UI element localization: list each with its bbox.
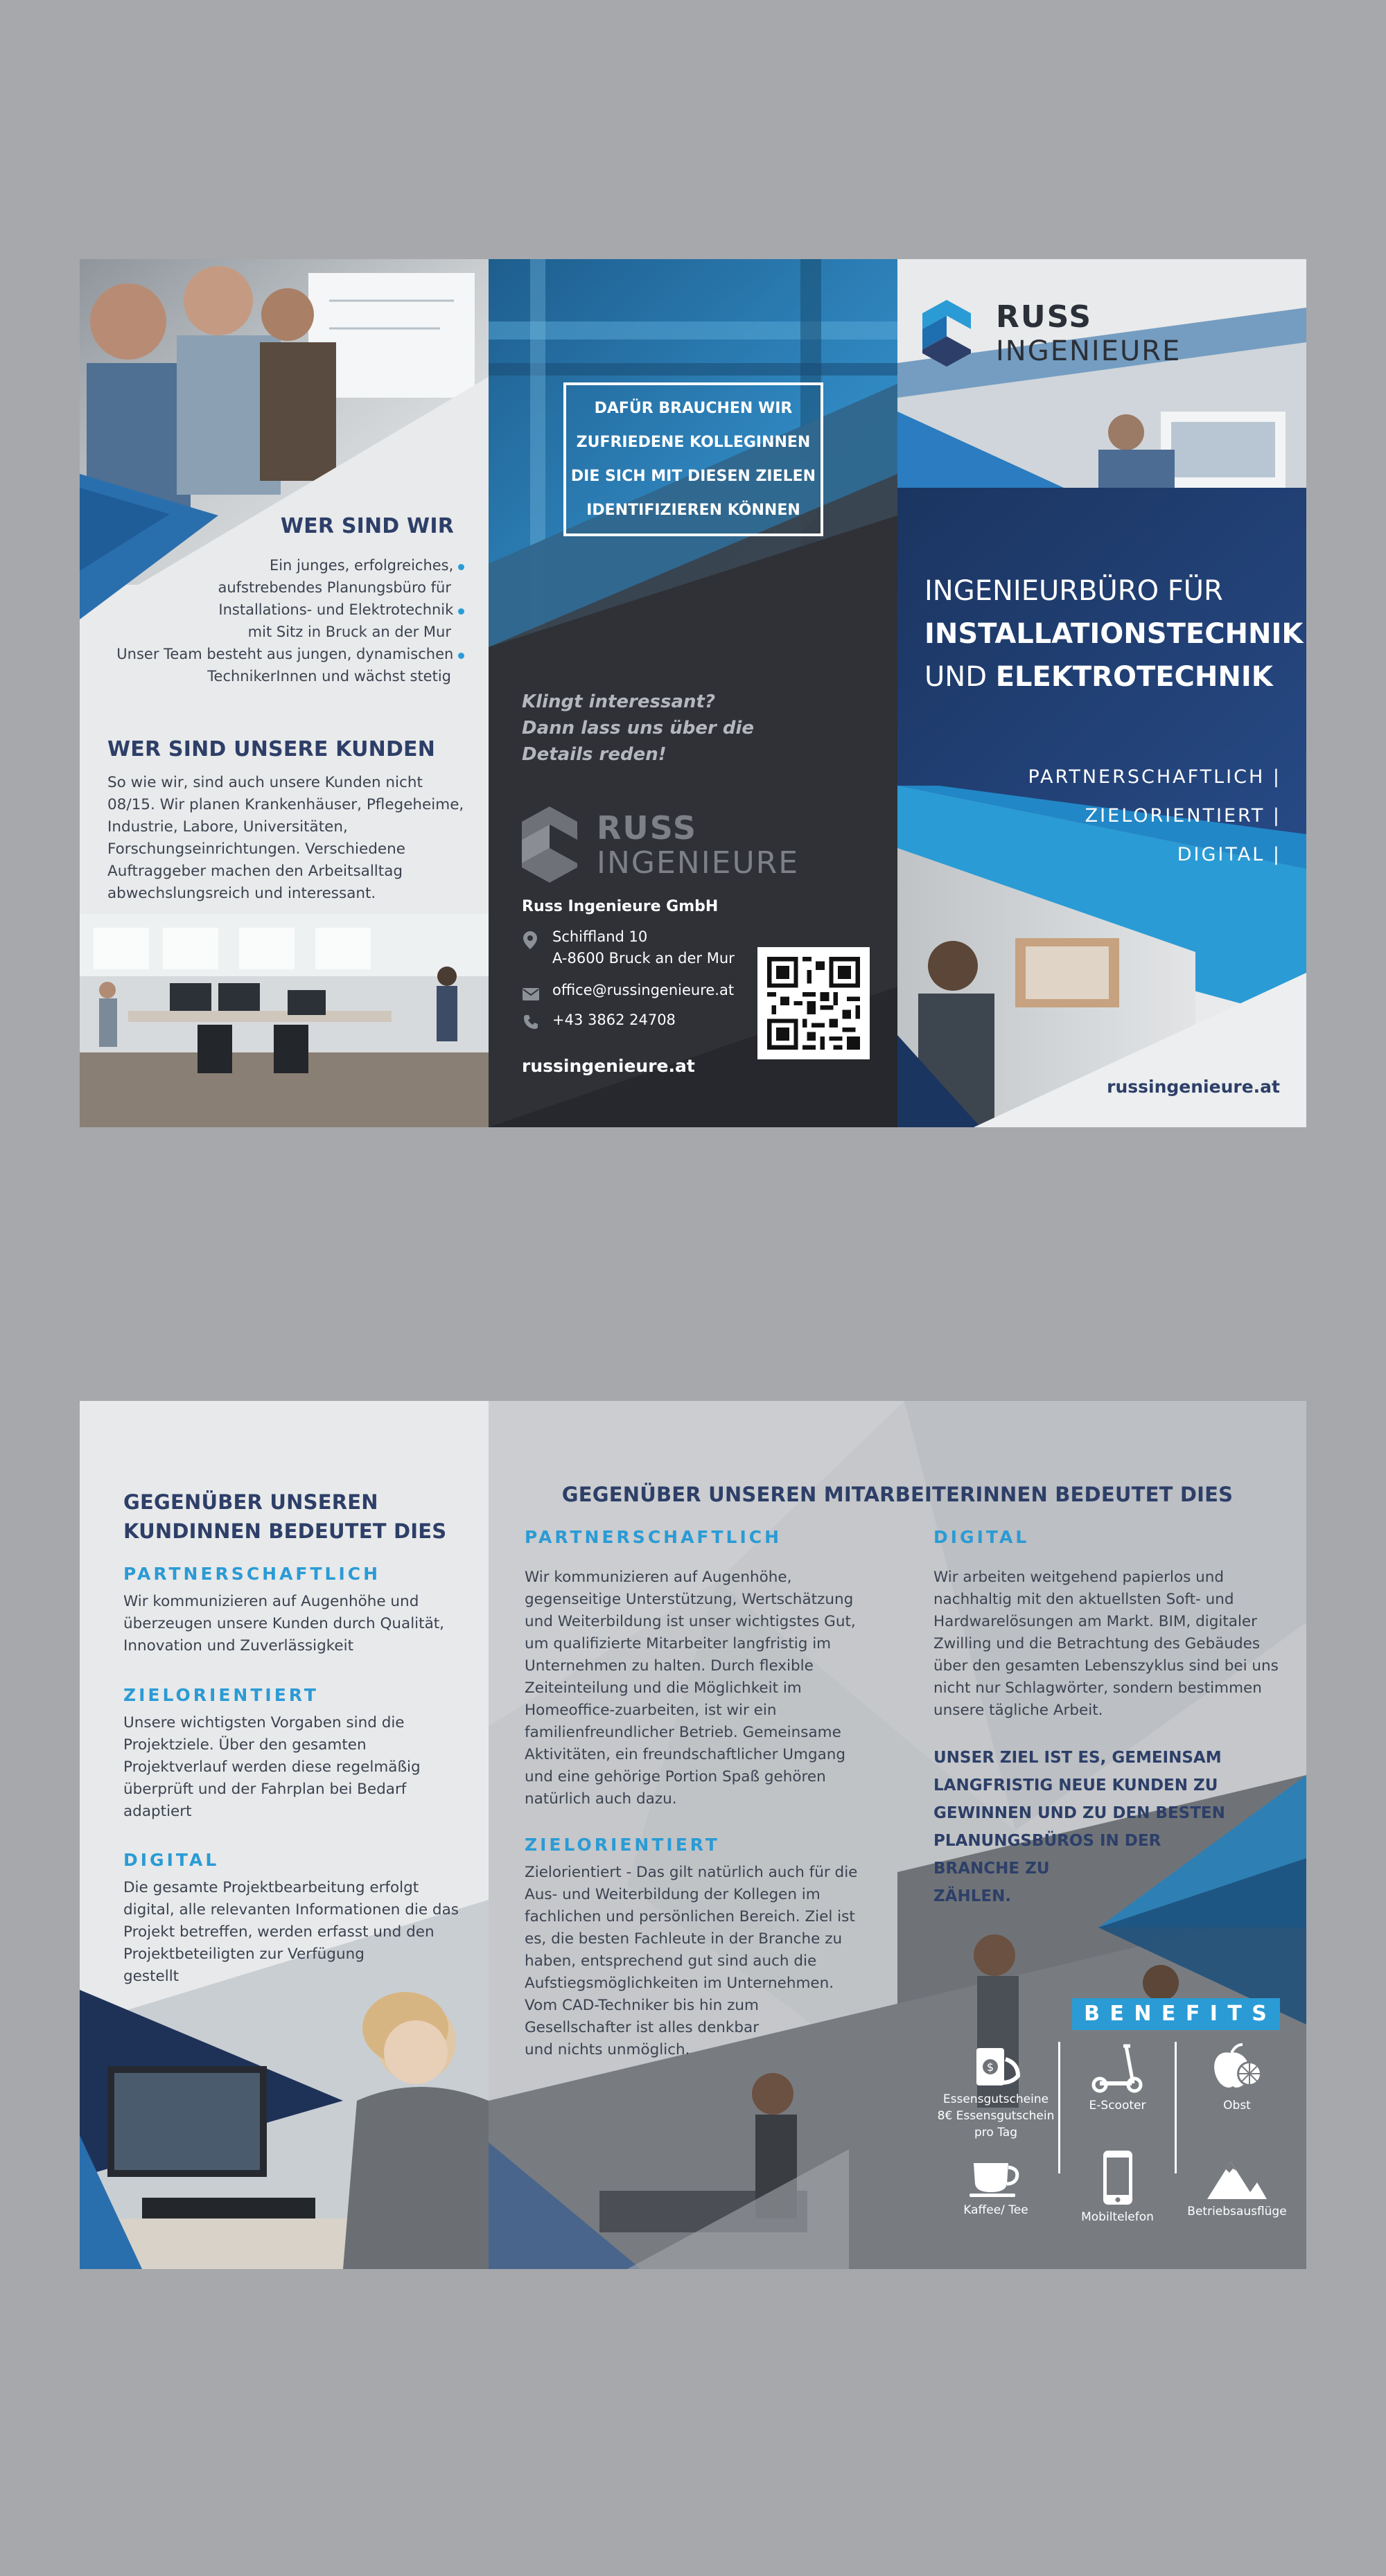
teaser-line: Klingt interessant? <box>522 691 716 712</box>
panel-clients <box>80 1401 489 2269</box>
section-line: es, die besten Fachleute in der Branche zu <box>525 1930 843 1948</box>
section-line: überprüft und der Fahrplan bei Bedarf <box>123 1781 407 1798</box>
clients-title: WER SIND UNSERE KUNDEN <box>107 737 436 761</box>
benefits-divider <box>1058 2042 1060 2173</box>
benefit-meal-vouchers <box>933 2045 1058 2141</box>
headline-line: INGENIEURBÜRO FÜR <box>924 575 1223 607</box>
benefit-escooter <box>1064 2042 1171 2114</box>
coffee-icon <box>968 2156 1024 2199</box>
benefit-company-trips <box>1182 2158 1292 2220</box>
logo-word-russ: RUSS <box>996 299 1093 335</box>
section-line: gegenseitige Unterstützung, Wertschätzung <box>525 1591 854 1608</box>
section-line: Zwilling und die Betrachtung des Gebäudes <box>933 1635 1261 1652</box>
section-line: Zielorientiert - Das gilt natürlich auch für die <box>525 1864 858 1881</box>
brochure-inside <box>80 1401 1306 2269</box>
cover-website[interactable]: russingenieure.at <box>1107 1077 1280 1097</box>
section-line: überzeugen unsere Kunden durch Qualität, <box>123 1615 445 1632</box>
who-line: Installations- und Elektrotechnik <box>116 599 464 621</box>
goal-line: BRANCHE ZU <box>933 1860 1050 1878</box>
phone-icon <box>1100 2149 1135 2206</box>
who-list <box>116 554 464 687</box>
bullet-icon <box>458 608 464 615</box>
section-line: Projekt betreffen, werden erfasst und den <box>123 1923 435 1941</box>
section-line: Aufstiegsmöglichkeiten im Unternehmen. <box>525 1975 834 1992</box>
section-line: Die gesamte Projektbearbeitung erfolgt <box>123 1879 419 1896</box>
slogan-line: IDENTIFIZIEREN KÖNNEN <box>586 502 800 519</box>
svg-text:$: $ <box>986 2061 994 2074</box>
section-line: Unternehmen zu halten. Durch flexible <box>525 1657 814 1675</box>
benefit-label: E-Scooter <box>1089 2099 1146 2112</box>
benefit-label: Obst <box>1223 2099 1251 2112</box>
value-line: PARTNERSCHAFTLICH | <box>1028 766 1281 788</box>
section-line: Wir arbeiten weitgehend papierlos und <box>933 1569 1225 1586</box>
goal-line: PLANUNGSBÜROS IN DER <box>933 1832 1161 1850</box>
section-line: Zeiteinteilung und die Möglichkeit im <box>525 1679 802 1697</box>
clients-line: abwechslungsreich und interessant. <box>107 885 376 902</box>
fruit-icon <box>1209 2042 1265 2094</box>
logo-grey <box>522 806 813 883</box>
mountain-icon <box>1206 2158 1268 2200</box>
slogan-line: DIE SICH MIT DIESEN ZIELEN <box>570 468 816 485</box>
benefit-fruit <box>1182 2042 1292 2114</box>
clients-line: Forschungseinrichtungen. Verschiedene <box>107 840 405 858</box>
contact-phone[interactable]: +43 3862 24708 <box>552 1012 676 1028</box>
section-line: natürlich auch dazu. <box>525 1790 677 1808</box>
benefit-label: 8€ Essensgutschein <box>937 2109 1055 2123</box>
employees-section-partner <box>525 1527 856 1810</box>
website-link[interactable]: russingenieure.at <box>522 1056 695 1076</box>
photo-open-office <box>80 914 489 1127</box>
address-street: Schiffland 10 <box>552 928 648 945</box>
slogan-line: DAFÜR BRAUCHEN WIR <box>594 400 793 417</box>
phone-icon <box>523 1014 538 1030</box>
benefit-coffee <box>933 2156 1058 2218</box>
clients-line: So wie wir, sind auch unsere Kunden nicht <box>107 774 423 791</box>
clients-line: Auftraggeber machen den Arbeitsalltag <box>107 863 403 880</box>
employees-section-digital <box>933 1527 1279 1722</box>
section-line: adaptiert <box>123 1803 192 1820</box>
clients-panel-title <box>123 1488 446 1546</box>
section-line: nicht nur Schlagwörter, sondern bestimmen <box>933 1679 1262 1697</box>
title-line: GEGENÜBER UNSEREN <box>123 1490 378 1514</box>
section-line: Wir kommunizieren auf Augenhöhe und <box>123 1593 419 1610</box>
teaser-line: Details reden! <box>522 744 667 765</box>
section-line: digital, alle relevanten Informationen die das <box>123 1901 459 1918</box>
clients-section-goal <box>123 1685 421 1823</box>
section-line: haben, entsprechend gut sind auch die <box>525 1952 817 1970</box>
teaser-line: Dann lass uns über die <box>522 718 754 739</box>
value-line: ZIELORIENTIERT | <box>1085 805 1281 827</box>
who-line: Ein junges, erfolgreiches, <box>116 554 464 576</box>
goal-line: ZÄHLEN. <box>933 1887 1012 1905</box>
who-title: WER SIND WIR <box>280 514 454 538</box>
section-line: Aktivitäten, ein freundschaftlicher Umgang <box>525 1746 846 1763</box>
section-line: Projektziele. Über den gesamten <box>123 1736 367 1754</box>
bullet-icon <box>458 564 464 570</box>
goal-line: UNSER ZIEL IST ES, GEMEINSAM <box>933 1749 1222 1767</box>
section-heading: PARTNERSCHAFTLICH <box>123 1564 381 1584</box>
section-line: Gesellschafter ist alles denkbar <box>525 2019 760 2036</box>
clients-text <box>107 772 464 905</box>
benefit-mobile-phone <box>1064 2149 1171 2225</box>
section-line: und eine gehörige Portion Spaß gehören <box>525 1768 826 1785</box>
section-line: Wir kommunizieren auf Augenhöhe, <box>525 1569 792 1586</box>
benefits-title: B E N E F I T S <box>1072 1998 1280 2030</box>
section-line: Projektbeteiligten zur Verfügung <box>123 1946 365 1963</box>
who-line: TechnikerInnen und wächst stetig <box>207 668 451 685</box>
panel-who-we-are <box>80 259 489 1127</box>
employees-title: GEGENÜBER UNSEREN MITARBEITERINNEN BEDEUTET DIES <box>561 1483 1234 1506</box>
slogan-box <box>563 382 823 536</box>
goal-line: LANGFRISTIG NEUE KUNDEN ZU <box>933 1776 1218 1794</box>
section-line: Homeoffice-zuarbeiten, ist wir ein <box>525 1702 777 1719</box>
cover-values <box>1028 758 1282 874</box>
money-icon <box>970 2045 1022 2088</box>
section-line: Vom CAD-Techniker bis hin zum <box>525 1997 759 2014</box>
section-line: Unsere wichtigsten Vorgaben sind die <box>123 1714 405 1731</box>
slogan-line: ZUFRIEDENE KOLLEGINNEN <box>576 434 811 451</box>
logo-mark-icon <box>522 806 577 883</box>
section-heading: PARTNERSCHAFTLICH <box>525 1527 782 1547</box>
logo-mark-icon <box>922 297 971 370</box>
section-line: unsere tägliche Arbeit. <box>933 1702 1103 1719</box>
section-line: über den gesamten Lebenszyklus sind bei uns <box>933 1657 1279 1675</box>
section-heading: DIGITAL <box>933 1527 1030 1547</box>
panel-contact <box>489 259 897 1127</box>
benefit-label: pro Tag <box>974 2126 1017 2140</box>
benefit-label: Betriebsausflüge <box>1187 2205 1287 2218</box>
logo-word-ingenieure: INGENIEURE <box>597 845 800 881</box>
clients-line: 08/15. Wir planen Krankenhäuser, Pflegeheime, <box>107 796 464 813</box>
section-line: Aus- und Weiterbildung der Kollegen im <box>525 1886 821 1903</box>
section-line: fachlichen und persönlichen Bereich. Ziel ist <box>525 1908 855 1925</box>
section-line: nachhaltig mit den aktuellsten Soft- und <box>933 1591 1234 1608</box>
benefit-label: Essensgutscheine <box>942 2092 1049 2106</box>
section-line: um qualifizierte Mitarbeiter langfristig im <box>525 1635 832 1652</box>
teaser-text <box>522 689 754 768</box>
section-line: Hardwarelösungen am Markt. BIM, digitaler <box>933 1613 1257 1630</box>
clients-section-digital <box>123 1850 459 1988</box>
headline-line: UND ELEKTROTECHNIK <box>924 661 1273 693</box>
who-line: Unser Team besteht aus jungen, dynamischen <box>116 643 464 665</box>
bullet-icon <box>458 653 464 659</box>
logo-color <box>922 297 1200 373</box>
section-line: Innovation und Zuverlässigkeit <box>123 1637 354 1655</box>
panel-employees <box>489 1401 1306 2269</box>
section-line: gestellt <box>123 1968 179 1985</box>
benefits-divider <box>1175 2042 1177 2173</box>
panel-cover <box>897 259 1306 1127</box>
headline-line: INSTALLATIONSTECHNIK <box>924 618 1304 650</box>
cover-headline <box>924 570 1303 698</box>
address-city: A-8600 Bruck an der Mur <box>552 950 735 967</box>
value-line: DIGITAL | <box>1177 844 1281 865</box>
goal-statement <box>933 1744 1225 1910</box>
who-line: mit Sitz in Bruck an der Mur <box>247 624 451 640</box>
section-line: und nichts unmöglich. <box>525 2041 690 2058</box>
clients-line: Industrie, Labore, Universitäten, <box>107 818 348 836</box>
scooter-icon <box>1090 2042 1146 2094</box>
section-line: Projektverlauf werden diese regelmäßig <box>123 1758 421 1776</box>
benefit-label: Mobiltelefon <box>1081 2210 1154 2224</box>
section-heading: ZIELORIENTIERT <box>123 1685 319 1705</box>
section-line: familienfreundlicher Betrieb. Gemeinsame <box>525 1724 841 1741</box>
section-heading: ZIELORIENTIERT <box>525 1835 720 1855</box>
employees-section-goal <box>525 1835 857 2061</box>
goal-line: GEWINNEN UND ZU DEN BESTEN <box>933 1804 1225 1822</box>
section-line: und Weiterbildung ist unser wichtigstes Gut, <box>525 1613 856 1630</box>
title-line: KUNDINNEN BEDEUTET DIES <box>123 1519 447 1543</box>
who-line: aufstrebendes Planungsbüro für <box>218 579 451 596</box>
mail-icon <box>523 988 539 1000</box>
brochure-outside <box>80 259 1306 1127</box>
logo-word-russ: RUSS <box>597 809 697 847</box>
company-name: Russ Ingenieure GmbH <box>522 898 719 915</box>
contact-email[interactable]: office@russingenieure.at <box>552 982 735 998</box>
clients-section-partner <box>123 1564 444 1657</box>
location-pin-icon <box>523 931 537 949</box>
qr-code[interactable] <box>757 947 870 1059</box>
logo-word-ingenieure: INGENIEURE <box>996 335 1182 367</box>
benefit-label: Kaffee/ Tee <box>963 2203 1028 2217</box>
section-heading: DIGITAL <box>123 1850 220 1870</box>
